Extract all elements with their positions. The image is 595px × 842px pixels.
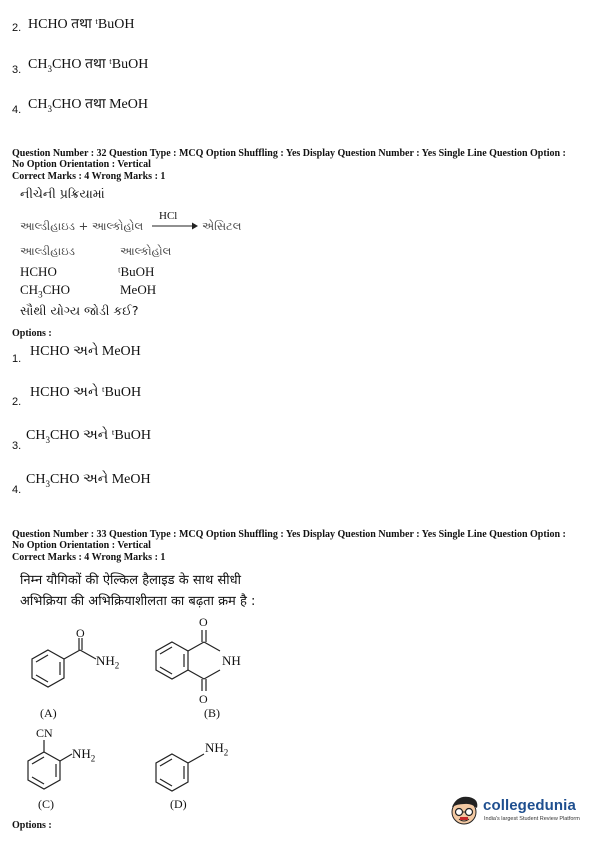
q32-row2-col2: MeOH (120, 282, 157, 297)
q32-option-4-text[interactable]: $CH_3CHO$ અને MeOH (26, 472, 151, 489)
compound-c-structure (14, 730, 124, 806)
q32-col1-header: આલ્ડીહાઇડ (20, 244, 75, 258)
q33-options-label: Options : (12, 820, 52, 831)
q32-intro: નીચેની પ્રક્રિયામાં (20, 186, 105, 201)
q32-meta-line2: No Option Orientation : Vertical (12, 159, 151, 170)
prev-option-3-number: 3. (12, 64, 22, 76)
q32-meta-line1: Question Number : 32 Question Type : MCQ Option Shuffling : Yes Display Question Number : Yes Single Line Question Option : (12, 148, 566, 159)
reaction-arrow-icon (152, 220, 198, 232)
q33-question-line2: अभिक्रिया की अभिक्रियाशीलता का बढ़ता क्रम है : (20, 594, 256, 609)
q32-option-2-text[interactable]: HCHO અને ᵗBuOH (30, 385, 142, 400)
prev-option-3-text: $CH_3CHO$ तथा ᵗBuOH (28, 57, 149, 74)
q32-option-3-text[interactable]: $CH_3CHO$ અને ᵗBuOH (26, 428, 151, 445)
compound-c-group: $NH_2$ (72, 746, 96, 764)
prev-option-4-text: $CH_3CHO$ तथा MeOH (28, 97, 148, 114)
student-mascot-icon (447, 792, 481, 828)
q33-question-line1: निम्न यौगिकों की ऐल्किल हैलाइड के साथ सीधी (20, 573, 242, 588)
compound-d-label: (D) (170, 797, 187, 811)
compound-a-group: $NH_2$ (96, 653, 120, 671)
compound-b-bottom-atom: O (199, 692, 208, 706)
q32-reaction-right: એસિટલ (202, 219, 242, 233)
q32-option-3-number: 3. (12, 440, 22, 452)
compound-d-group: $NH_2$ (205, 740, 229, 758)
compound-b-group: NH (222, 653, 241, 668)
q32-row1-col2: ᵗBuOH (118, 264, 155, 279)
prev-option-4-number: 4. (12, 104, 22, 116)
compound-c-top-atom: CN (36, 726, 53, 740)
q33-marks: Correct Marks : 4 Wrong Marks : 1 (12, 552, 166, 563)
brand-tagline: India's largest Student Review Platform (484, 816, 580, 822)
q33-meta-line2: No Option Orientation : Vertical (12, 540, 151, 551)
q32-option-1-number: 1. (12, 353, 22, 365)
q32-marks: Correct Marks : 4 Wrong Marks : 1 (12, 171, 166, 182)
q32-row1-col1: HCHO (20, 264, 57, 279)
collegedunia-logo (447, 792, 587, 830)
q32-question: સૌથી યોગ્ય જોડી કઈ? (20, 303, 139, 318)
prev-option-2-number: 2. (12, 22, 22, 34)
compound-a-label: (A) (40, 706, 57, 720)
compound-b-label: (B) (204, 706, 220, 720)
brand-name: collegedunia (483, 797, 576, 814)
q32-option-2-number: 2. (12, 396, 22, 408)
compound-a-top-atom: O (76, 626, 85, 640)
prev-option-2-text: HCHO तथा ᵗBuOH (28, 17, 135, 32)
q32-option-1-text[interactable]: HCHO અને MeOH (30, 344, 141, 359)
compound-b-top-atom: O (199, 615, 208, 629)
q32-options-label: Options : (12, 328, 52, 339)
q32-reaction-left: આલ્ડીહાઇડ + આલ્કોહોલ (20, 219, 144, 233)
q32-reagent: HCl (159, 210, 178, 222)
compound-c-label: (C) (38, 797, 54, 811)
q32-option-4-number: 4. (12, 484, 22, 496)
q32-col2-header: આલ્કોહોલ (120, 244, 172, 258)
q32-row2-col1: $CH_3CHO$ (20, 282, 71, 300)
q33-meta-line1: Question Number : 33 Question Type : MCQ Option Shuffling : Yes Display Question Number : Yes Single Line Question Option : (12, 529, 566, 540)
